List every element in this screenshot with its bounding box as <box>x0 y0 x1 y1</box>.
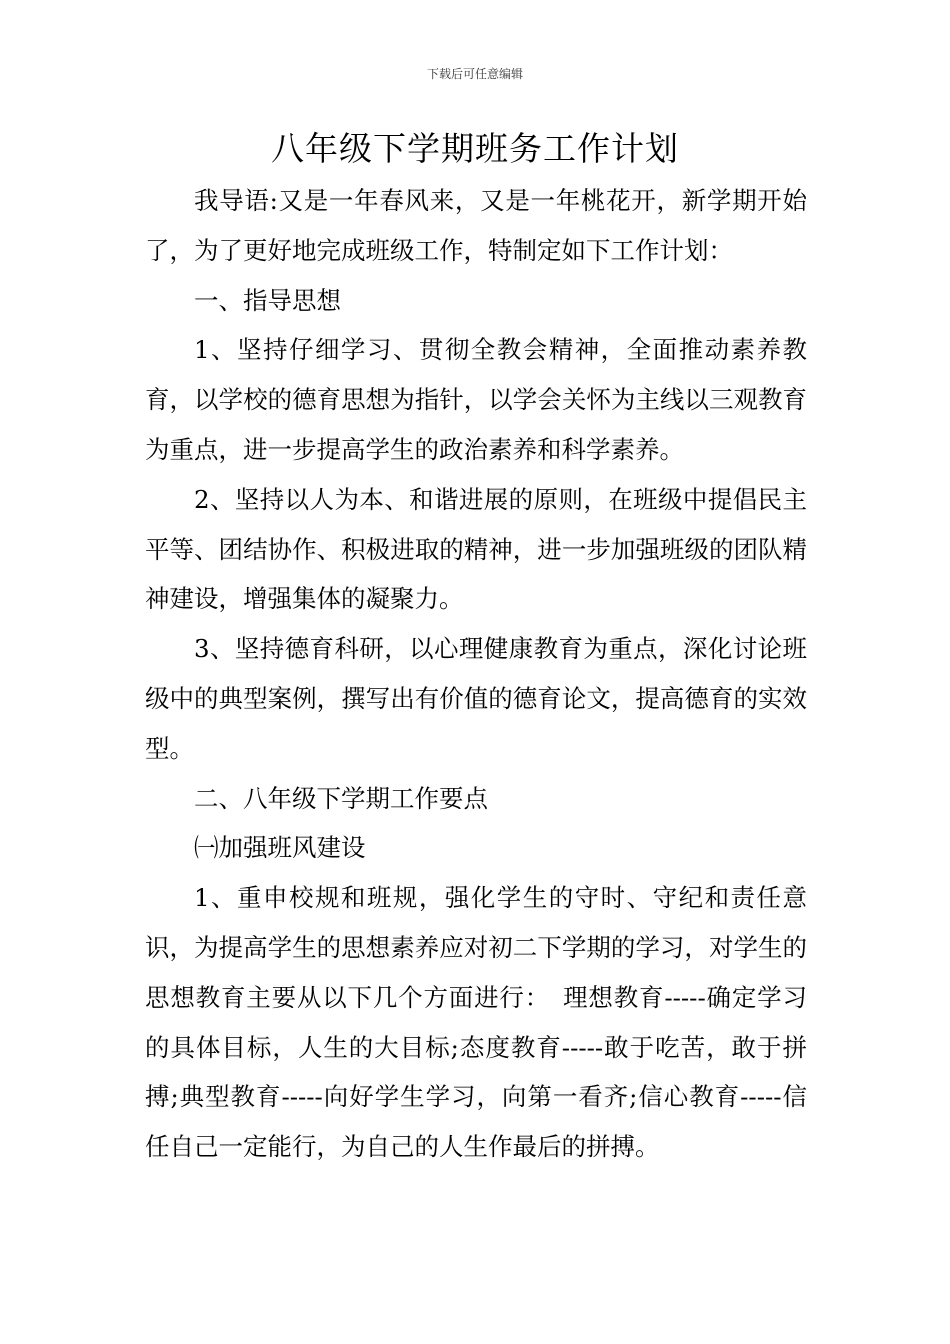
header-note: 下载后可任意编辑 <box>426 67 523 81</box>
document-body <box>145 176 807 1172</box>
paragraph-point-1: 1、坚持仔细学习、贯彻全教会精神，全面推动素养教育，以学校的德育思想为指针，以学会关怀为主线以三观教育为重点，进一步提高学生的政治素养和科学素养。 <box>145 335 807 464</box>
section-heading-work-points: 二、八年级下学期工作要点 <box>194 783 488 813</box>
paragraph-point-2: 2、坚持以人为本、和谐进展的原则，在班级中提倡民主平等、团结协作、积极进取的精神，进一步加强班级的团队精神建设，增强集体的凝聚力。 <box>145 484 807 614</box>
subsection-heading-class-style: ㈠加强班风建设 <box>194 833 366 863</box>
section-heading-guiding-thought: 一、指导思想 <box>194 285 341 315</box>
paragraph-intro: 我导语:又是一年春风来，又是一年桃花开，新学期开始了，为了更好地完成班级工作，特制定如下工作计划： <box>145 186 807 265</box>
paragraph-point-3: 3、坚持德育科研，以心理健康教育为重点，深化讨论班级中的典型案例，撰写出有价值的德育论文，提高德育的实效型。 <box>145 634 807 763</box>
paragraph-class-style-1: 1、重申校规和班规，强化学生的守时、守纪和责任意识，为提高学生的思想素养应对初二下学期的学习，对学生的思想教育主要从以下几个方面进行： 理想教育-----确定学习的具体目标，人生的大目标;态度教育-----敢于吃苦，敢于拼搏;典型教育-----向好学生学习，向第一看齐;信心教育-----信任自己一定能行，为自己的人生作最后的拼搏。 <box>145 883 807 1162</box>
document-title: 八年级下学期班务工作计划 <box>271 129 679 168</box>
